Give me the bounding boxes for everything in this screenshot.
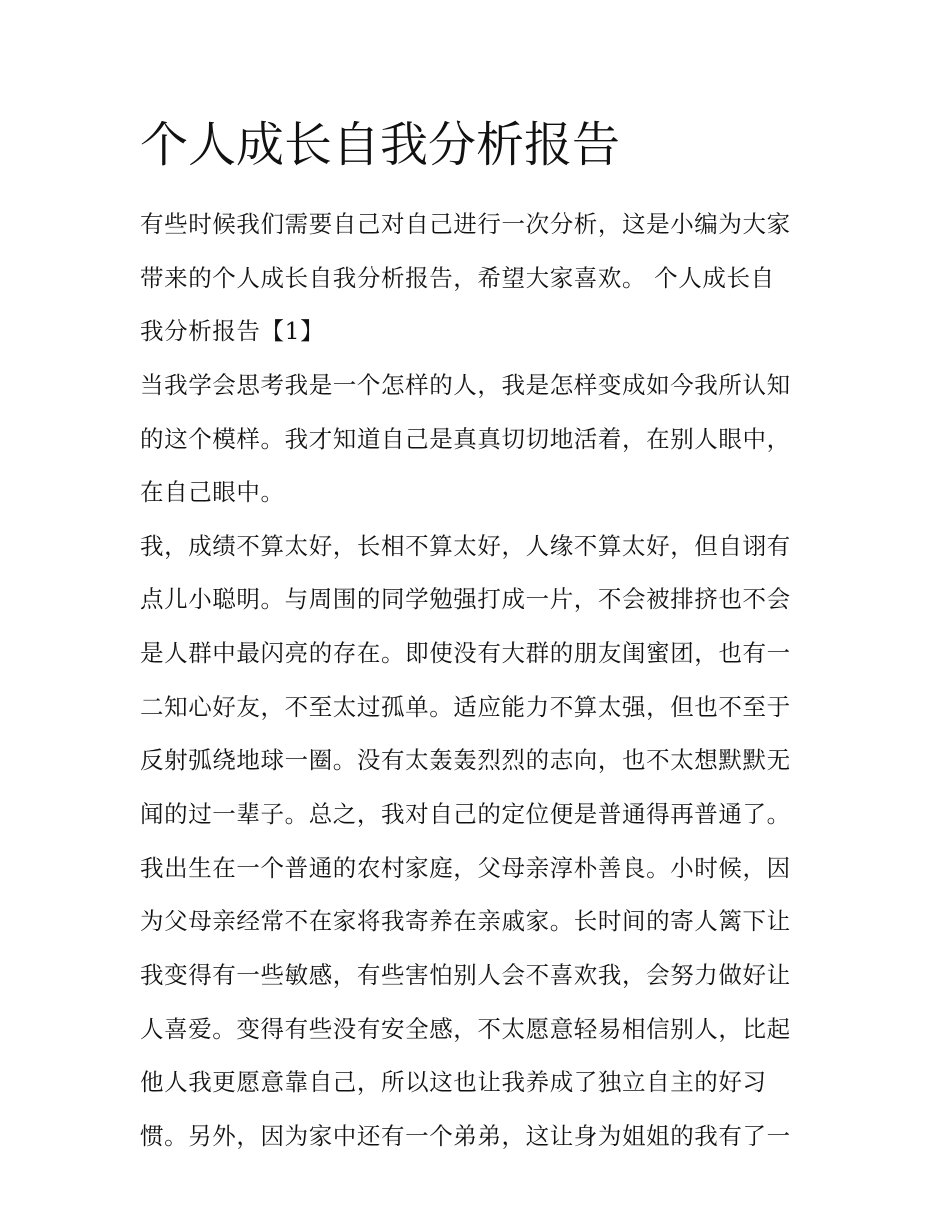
text-line: 闻的过一辈子。总之，我对自己的定位便是普通得再普通了。 — [140, 800, 791, 829]
text-line: 在自己眼中。 — [140, 478, 285, 507]
text-line: 是人群中最闪亮的存在。即使没有大群的朋友闺蜜团，也有一 — [140, 639, 791, 668]
text-line: 他人我更愿意靠自己，所以这也让我养成了独立自主的好习 — [140, 1068, 767, 1097]
text-line: 我，成绩不算太好，长相不算太好，人缘不算太好，但自诩有 — [140, 531, 791, 560]
text-line: 有些时候我们需要自己对自己进行一次分析，这是小编为大家 — [140, 210, 791, 238]
text-line: 人喜爱。变得有些没有安全感，不太愿意轻易相信别人，比起 — [140, 1014, 791, 1043]
text-line: 的这个模样。我才知道自己是真真切切地活着，在别人眼中， — [140, 424, 791, 453]
text-line: 带来的个人成长自我分析报告，希望大家喜欢。 个人成长自 — [140, 263, 775, 292]
text-line: 惯。另外，因为家中还有一个弟弟，这让身为姐姐的我有了一 — [140, 1121, 791, 1150]
text-line: 我变得有一些敏感，有些害怕别人会不喜欢我，会努力做好让 — [140, 960, 791, 989]
text-line: 我出生在一个普通的农村家庭，父母亲淳朴善良。小时候，因 — [140, 853, 791, 882]
text-line: 当我学会思考我是一个怎样的人，我是怎样变成如今我所认知 — [140, 370, 791, 399]
text-line: 我分析报告【1】 — [140, 317, 325, 346]
document-body — [140, 198, 820, 1164]
text-line: 点儿小聪明。与周围的同学勉强打成一片，不会被排挤也不会 — [140, 585, 791, 614]
text-line: 二知心好友，不至太过孤单。适应能力不算太强，但也不至于 — [140, 692, 791, 721]
text-line: 为父母亲经常不在家将我寄养在亲戚家。长时间的寄人篱下让 — [140, 907, 791, 936]
document-title: 个人成长自我分析报告 — [140, 117, 621, 173]
text-line: 反射弧绕地球一圈。没有太轰轰烈烈的志向，也不太想默默无 — [140, 746, 791, 775]
